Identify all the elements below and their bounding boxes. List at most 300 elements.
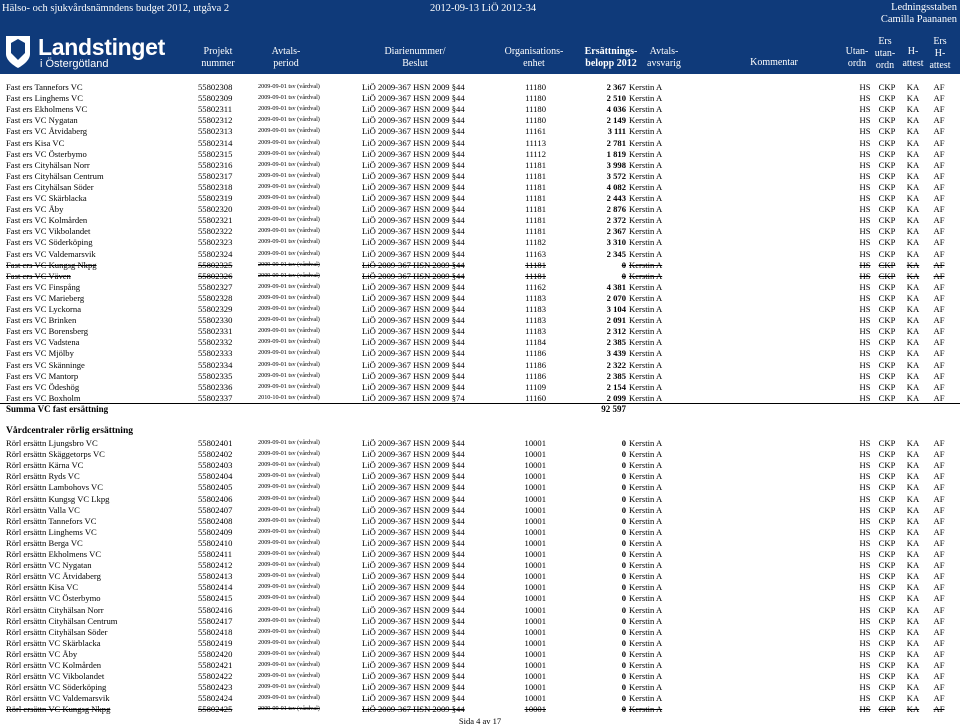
cell-amt: 2 367	[606, 226, 626, 237]
cell-h1: CKP	[878, 648, 896, 659]
cell-amt: 2 781	[606, 137, 626, 148]
cell-ka: KA	[906, 115, 920, 126]
cell-h1: CKP	[878, 326, 896, 337]
cell-org: 11186	[525, 370, 546, 381]
cell-proj: 55802322	[198, 226, 233, 237]
cell-dia: LiÖ 2009-367 HSN 2009 §44	[362, 104, 465, 115]
cell-period: 2009-09-01 tsv (vårdval)	[258, 360, 320, 368]
cell-h1: CKP	[878, 215, 896, 226]
cell-ka: KA	[906, 348, 920, 359]
cell-af: AF	[933, 526, 945, 537]
cell-proj: 55802317	[198, 170, 233, 181]
cell-org: 11113	[525, 137, 546, 148]
cell-u: HS	[859, 682, 871, 693]
cell-proj: 55802328	[198, 292, 233, 303]
cell-af: AF	[933, 549, 945, 559]
cell-amt: 0	[621, 493, 626, 504]
cell-period: 2009-09-01 tsv (vårdval)	[258, 672, 320, 680]
cell-u: HS	[859, 537, 871, 548]
cell-period: 2009-09-01 tsv (vårdval)	[258, 483, 320, 491]
cell-org: 11183	[525, 326, 546, 337]
cell-h1: CKP	[878, 193, 896, 203]
cell-h1: CKP	[878, 93, 896, 104]
cell-dia: LiÖ 2009-367 HSN 2009 §44	[362, 181, 465, 192]
cell-af: AF	[933, 137, 945, 148]
cell-dia: LiÖ 2009-367 HSN 2009 §44	[362, 193, 465, 203]
cell-amt: 2 367	[606, 82, 626, 92]
cell-period: 2009-09-01 tsv (vårdval)	[258, 83, 320, 90]
cell-dia: LiÖ 2009-367 HSN 2009 §44	[362, 381, 465, 392]
cell-proj: 55802336	[198, 381, 233, 392]
cell-amt: 0	[621, 537, 626, 548]
cell-ka: KA	[906, 170, 920, 181]
cell-amt: 2 099	[606, 392, 626, 403]
cell-org: 10001	[524, 582, 546, 593]
author-name: Camilla Paananen	[880, 14, 957, 25]
cell-org: 10001	[524, 493, 546, 504]
cell-proj: 55802320	[198, 204, 233, 215]
cell-name: Fast ers VC Skänninge	[6, 359, 85, 370]
cell-org: 11162	[525, 281, 546, 292]
cell-period: 2009-09-01 tsv (vårdval)	[258, 627, 320, 635]
cell-resp: Kerstin A	[629, 126, 663, 137]
cell-proj: 55802326	[198, 270, 233, 281]
cell-amt: 0	[621, 604, 626, 615]
table-row	[0, 703, 960, 715]
cell-ka: KA	[906, 93, 920, 104]
cell-name: Rörl ersättn Linghems VC	[6, 526, 97, 537]
cell-proj: 55802406	[198, 493, 233, 504]
cell-name: Rörl ersättn Kärna VC	[6, 460, 84, 471]
cell-resp: Kerstin A	[629, 148, 663, 159]
cell-period: 2009-09-01 tsv (vårdval)	[258, 293, 320, 301]
col-header-avtalsperiod: Avtals- period	[271, 46, 301, 69]
department-name: Ledningsstaben	[891, 2, 957, 13]
cell-amt: 4 381	[606, 281, 626, 292]
cell-af: AF	[933, 471, 945, 482]
cell-dia: LiÖ 2009-367 HSN 2009 §44	[362, 693, 465, 704]
cell-proj: 55802425	[198, 704, 233, 715]
cell-u: HS	[859, 215, 871, 226]
cell-name: Fast ers VC Österbymo	[6, 148, 87, 159]
cell-u: HS	[859, 438, 871, 448]
cell-org: 10001	[524, 537, 546, 548]
cell-proj: 55802402	[198, 449, 233, 460]
cell-org: 10001	[524, 637, 546, 648]
cell-period: 2009-09-01 tsv (vårdval)	[258, 238, 320, 246]
cell-amt: 2 091	[606, 315, 626, 326]
cell-dia: LiÖ 2009-367 HSN 2009 §44	[362, 326, 465, 337]
cell-org: 11180	[525, 82, 546, 92]
cell-resp: Kerstin A	[629, 571, 663, 582]
cell-amt: 2 322	[606, 359, 626, 370]
cell-resp: Kerstin A	[629, 315, 663, 326]
cell-proj: 55802312	[198, 115, 233, 126]
cell-org: 10001	[524, 571, 546, 582]
cell-org: 11180	[525, 104, 546, 115]
col-header-h-attest: H- attest	[902, 46, 924, 69]
cell-name: Fast ers VC Brinken	[6, 315, 77, 326]
cell-name: Rörl ersättn VC Valdemarsvik	[6, 693, 110, 704]
cell-ka: KA	[906, 137, 920, 148]
cell-period: 2009-09-01 tsv (vårdval)	[258, 572, 320, 580]
cell-org: 11109	[525, 381, 546, 392]
summary-label: Summa VC fast ersättning	[6, 404, 109, 414]
cell-proj: 55802325	[198, 259, 233, 270]
cell-af: AF	[933, 482, 945, 493]
cell-af: AF	[933, 438, 945, 448]
cell-proj: 55802316	[198, 159, 233, 170]
cell-org: 11186	[525, 348, 546, 359]
cell-ka: KA	[906, 370, 920, 381]
cell-period: 2009-09-01 tsv (vårdval)	[258, 538, 320, 546]
cell-ka: KA	[906, 660, 920, 670]
cell-proj: 55802418	[198, 626, 233, 637]
cell-resp: Kerstin A	[629, 304, 663, 314]
cell-resp: Kerstin A	[629, 193, 663, 203]
cell-u: HS	[859, 193, 871, 203]
cell-u: HS	[859, 237, 871, 248]
cell-period: 2009-09-01 tsv (vårdval)	[258, 461, 320, 469]
cell-proj: 55802327	[198, 281, 233, 292]
cell-u: HS	[859, 515, 871, 526]
cell-ka: KA	[906, 126, 920, 137]
cell-ka: KA	[906, 281, 920, 292]
cell-org: 11181	[525, 226, 546, 237]
col-header-belopp: Ersättnings- belopp 2012	[584, 46, 638, 69]
document-title: Hälso- och sjukvårdsnämndens budget 2012, utgåva 2	[2, 3, 230, 14]
cell-amt: 3 572	[606, 170, 626, 181]
cell-period: 2009-09-01 tsv (vårdval)	[258, 149, 320, 157]
cell-proj: 55802407	[198, 504, 233, 515]
cell-proj: 55802321	[198, 215, 233, 226]
cell-u: HS	[859, 326, 871, 337]
cell-amt: 0	[621, 660, 626, 670]
cell-org: 10001	[524, 671, 546, 682]
cell-dia: LiÖ 2009-367 HSN 2009 §44	[362, 482, 465, 493]
cell-resp: Kerstin A	[629, 237, 663, 248]
cell-dia: LiÖ 2009-367 HSN 2009 §44	[362, 115, 465, 126]
cell-h1: CKP	[878, 671, 896, 682]
cell-amt: 0	[621, 471, 626, 482]
cell-name: Fast ers VC Vadstena	[6, 337, 80, 348]
cell-resp: Kerstin A	[629, 181, 663, 192]
cell-period: 2009-09-01 tsv (vårdval)	[258, 271, 320, 279]
cell-org: 10001	[524, 648, 546, 659]
cell-u: HS	[859, 526, 871, 537]
cell-name: Rörl ersättn Valla VC	[6, 504, 80, 515]
summary-amount: 92 597	[601, 404, 626, 414]
cell-amt: 4 082	[606, 181, 626, 192]
cell-h1: CKP	[878, 337, 896, 348]
cell-h1: CKP	[878, 137, 896, 148]
cell-proj: 55802401	[198, 438, 233, 448]
cell-org: 11181	[525, 159, 546, 170]
cell-org: 11183	[525, 304, 546, 314]
cell-h1: CKP	[878, 115, 896, 126]
cell-org: 10001	[524, 682, 546, 693]
cell-proj: 55802415	[198, 593, 233, 604]
cell-period: 2009-09-01 tsv (vårdval)	[258, 605, 320, 613]
cell-amt: 2 070	[606, 292, 626, 303]
cell-af: AF	[933, 348, 945, 359]
cell-resp: Kerstin A	[629, 604, 663, 615]
cell-amt: 4 036	[606, 104, 626, 115]
cell-h1: CKP	[878, 270, 896, 281]
cell-org: 11180	[525, 93, 546, 104]
cell-proj: 55802410	[198, 537, 233, 548]
cell-amt: 3 998	[606, 159, 626, 170]
cell-ka: KA	[906, 148, 920, 159]
cell-org: 10001	[524, 549, 546, 559]
cell-resp: Kerstin A	[629, 549, 663, 559]
cell-ka: KA	[906, 359, 920, 370]
cell-org: 11181	[525, 170, 546, 181]
cell-period: 2009-09-01 tsv (vårdval)	[258, 316, 320, 324]
cell-proj: 55802330	[198, 315, 233, 326]
col-header-utan: Utan- ordn	[845, 46, 869, 69]
cell-af: AF	[933, 193, 945, 203]
cell-ka: KA	[906, 381, 920, 392]
cell-org: 11181	[525, 181, 546, 192]
cell-org: 10001	[524, 693, 546, 704]
cell-amt: 0	[621, 460, 626, 471]
cell-u: HS	[859, 159, 871, 170]
cell-af: AF	[933, 660, 945, 670]
cell-org: 10001	[524, 438, 546, 448]
cell-h1: CKP	[878, 615, 896, 626]
cell-name: Fast ers VC Skärblacka	[6, 193, 87, 203]
cell-dia: LiÖ 2009-367 HSN 2009 §44	[362, 159, 465, 170]
cell-af: AF	[933, 248, 945, 259]
cell-u: HS	[859, 392, 871, 403]
cell-af: AF	[933, 493, 945, 504]
cell-resp: Kerstin A	[629, 648, 663, 659]
cell-name: Fast ers VC Åtvidaberg	[6, 126, 88, 137]
cell-h1: CKP	[878, 449, 896, 460]
cell-u: HS	[859, 170, 871, 181]
cell-ka: KA	[906, 326, 920, 337]
cell-amt: 0	[621, 615, 626, 626]
cell-dia: LiÖ 2009-367 HSN 2009 §44	[362, 626, 465, 637]
cell-ka: KA	[906, 526, 920, 537]
cell-amt: 0	[621, 582, 626, 593]
cell-ka: KA	[906, 104, 920, 115]
cell-org: 11112	[525, 148, 546, 159]
cell-u: HS	[859, 304, 871, 314]
cell-name: Fast ers VC Lyckorna	[6, 304, 82, 314]
crest-icon	[4, 34, 32, 70]
cell-org: 10001	[524, 626, 546, 637]
cell-af: AF	[933, 637, 945, 648]
cell-name: Rörl ersättn Cityhälsan Söder	[6, 626, 108, 637]
cell-h1: CKP	[878, 693, 896, 704]
cell-af: AF	[933, 304, 945, 314]
cell-u: HS	[859, 181, 871, 192]
cell-name: Rörl ersättn VC Skärblacka	[6, 637, 101, 648]
cell-ka: KA	[906, 471, 920, 482]
cell-proj: 55802417	[198, 615, 233, 626]
cell-u: HS	[859, 626, 871, 637]
cell-name: Fast ers VC Vikbolandet	[6, 226, 91, 237]
cell-resp: Kerstin A	[629, 370, 663, 381]
cell-resp: Kerstin A	[629, 270, 663, 281]
cell-proj: 55802422	[198, 671, 233, 682]
cell-period: 2009-09-01 tsv (vårdval)	[258, 505, 320, 513]
cell-u: HS	[859, 482, 871, 493]
cell-dia: LiÖ 2009-367 HSN 2009 §44	[362, 615, 465, 626]
cell-u: HS	[859, 693, 871, 704]
cell-af: AF	[933, 115, 945, 126]
cell-dia: LiÖ 2009-367 HSN 2009 §44	[362, 204, 465, 215]
cell-amt: 0	[621, 270, 626, 281]
cell-name: Rörl ersättn Ryds VC	[6, 471, 80, 482]
cell-u: HS	[859, 248, 871, 259]
cell-af: AF	[933, 615, 945, 626]
cell-name: Fast ers VC Ödeshög	[6, 381, 80, 392]
cell-period: 2009-09-01 tsv (vårdval)	[258, 527, 320, 535]
cell-proj: 55802323	[198, 237, 233, 248]
cell-name: Fast ers VC Borensberg	[6, 326, 89, 337]
cell-name: Rörl ersättn VC Nygatan	[6, 560, 92, 571]
summary-row	[0, 403, 960, 415]
cell-af: AF	[933, 237, 945, 248]
cell-resp: Kerstin A	[629, 682, 663, 693]
cell-af: AF	[933, 504, 945, 515]
cell-period: 2009-09-01 tsv (vårdval)	[258, 583, 320, 591]
cell-af: AF	[933, 537, 945, 548]
cell-dia: LiÖ 2009-367 HSN 2009 §44	[362, 604, 465, 615]
cell-u: HS	[859, 93, 871, 104]
cell-h1: CKP	[878, 281, 896, 292]
cell-ka: KA	[906, 460, 920, 471]
cell-amt: 0	[621, 626, 626, 637]
cell-af: AF	[933, 693, 945, 704]
cell-dia: LiÖ 2009-367 HSN 2009 §44	[362, 648, 465, 659]
cell-h1: CKP	[878, 560, 896, 571]
cell-proj: 55802424	[198, 693, 233, 704]
cell-u: HS	[859, 148, 871, 159]
cell-amt: 0	[621, 671, 626, 682]
cell-dia: LiÖ 2009-367 HSN 2009 §44	[362, 571, 465, 582]
cell-org: 11186	[525, 359, 546, 370]
cell-org: 11184	[525, 337, 546, 348]
cell-u: HS	[859, 137, 871, 148]
cell-period: 2009-09-01 tsv (vårdval)	[258, 661, 320, 668]
cell-h1: CKP	[878, 226, 896, 237]
cell-af: AF	[933, 671, 945, 682]
cell-u: HS	[859, 660, 871, 670]
cell-period: 2009-09-01 tsv (vårdval)	[258, 127, 320, 135]
cell-dia: LiÖ 2009-367 HSN 2009 §44	[362, 504, 465, 515]
cell-h1: CKP	[878, 549, 896, 559]
cell-dia: LiÖ 2009-367 HSN 2009 §44	[362, 549, 465, 559]
cell-amt: 2 154	[606, 381, 626, 392]
cell-proj: 55802408	[198, 515, 233, 526]
cell-period: 2009-09-01 tsv (vårdval)	[258, 182, 320, 190]
cell-org: 11161	[525, 126, 546, 137]
cell-name: Rörl ersättn Cityhälsan Norr	[6, 604, 104, 615]
cell-u: HS	[859, 460, 871, 471]
cell-period: 2009-09-01 tsv (vårdval)	[258, 649, 320, 657]
cell-proj: 55802308	[198, 82, 233, 92]
cell-dia: LiÖ 2009-367 HSN 2009 §44	[362, 370, 465, 381]
cell-dia: LiÖ 2009-367 HSN 2009 §44	[362, 449, 465, 460]
cell-ka: KA	[906, 693, 920, 704]
cell-af: AF	[933, 359, 945, 370]
cell-amt: 3 111	[607, 126, 626, 137]
cell-amt: 0	[621, 593, 626, 604]
cell-af: AF	[933, 270, 945, 281]
cell-amt: 2 385	[606, 370, 626, 381]
top-banner	[0, 0, 960, 30]
cell-proj: 55802309	[198, 93, 233, 104]
cell-resp: Kerstin A	[629, 660, 663, 670]
cell-af: AF	[933, 515, 945, 526]
cell-ka: KA	[906, 615, 920, 626]
cell-af: AF	[933, 215, 945, 226]
cell-org: 10001	[524, 471, 546, 482]
cell-ka: KA	[906, 181, 920, 192]
cell-resp: Kerstin A	[629, 493, 663, 504]
cell-h1: CKP	[878, 626, 896, 637]
cell-name: Rörl ersättn VC Kungsg Nkpg	[6, 704, 111, 715]
cell-org: 10001	[524, 560, 546, 571]
page-footer: Sida 4 av 17	[458, 716, 502, 726]
cell-h1: CKP	[878, 181, 896, 192]
cell-af: AF	[933, 226, 945, 237]
cell-name: Rörl ersättn Tannefors VC	[6, 515, 97, 526]
logo-subtitle: i Östergötland	[40, 58, 109, 70]
cell-af: AF	[933, 582, 945, 593]
cell-h1: CKP	[878, 292, 896, 303]
document-date: 2012-09-13 LiÖ 2012-34	[430, 3, 537, 14]
cell-proj: 55802333	[198, 348, 233, 359]
cell-name: Rörl ersättn Cityhälsan Centrum	[6, 615, 118, 626]
cell-name: Fast ers VC Kungsg Nkpg	[6, 259, 97, 270]
cell-h1: CKP	[878, 526, 896, 537]
cell-proj: 55802329	[198, 304, 233, 314]
cell-ka: KA	[906, 593, 920, 604]
cell-proj: 55802419	[198, 637, 233, 648]
cell-name: Fast ers Tannefors VC	[6, 82, 83, 92]
cell-ka: KA	[906, 648, 920, 659]
cell-amt: 0	[621, 549, 626, 559]
cell-amt: 2 312	[606, 326, 626, 337]
cell-org: 10001	[524, 515, 546, 526]
cell-period: 2009-09-01 tsv (vårdval)	[258, 349, 320, 357]
cell-af: AF	[933, 648, 945, 659]
cell-proj: 55802318	[198, 181, 233, 192]
cell-af: AF	[933, 181, 945, 192]
cell-period: 2009-09-01 tsv (vårdval)	[258, 282, 320, 290]
cell-dia: LiÖ 2009-367 HSN 2009 §44	[362, 137, 465, 148]
department-block	[881, 2, 957, 26]
cell-af: AF	[933, 93, 945, 104]
cell-period: 2009-09-01 tsv (vårdval)	[258, 550, 320, 557]
cell-org: 10001	[524, 704, 546, 715]
cell-name: Rörl ersättn Kungsg VC Lkpg	[6, 493, 110, 504]
cell-period: 2009-09-01 tsv (vårdval)	[258, 450, 320, 458]
cell-u: HS	[859, 493, 871, 504]
cell-af: AF	[933, 326, 945, 337]
cell-org: 11181	[525, 259, 546, 270]
cell-resp: Kerstin A	[629, 248, 663, 259]
cell-name: Rörl ersättn Ekholmens VC	[6, 549, 102, 559]
cell-org: 10001	[524, 604, 546, 615]
cell-dia: LiÖ 2009-367 HSN 2009 §44	[362, 259, 465, 270]
cell-u: HS	[859, 560, 871, 571]
